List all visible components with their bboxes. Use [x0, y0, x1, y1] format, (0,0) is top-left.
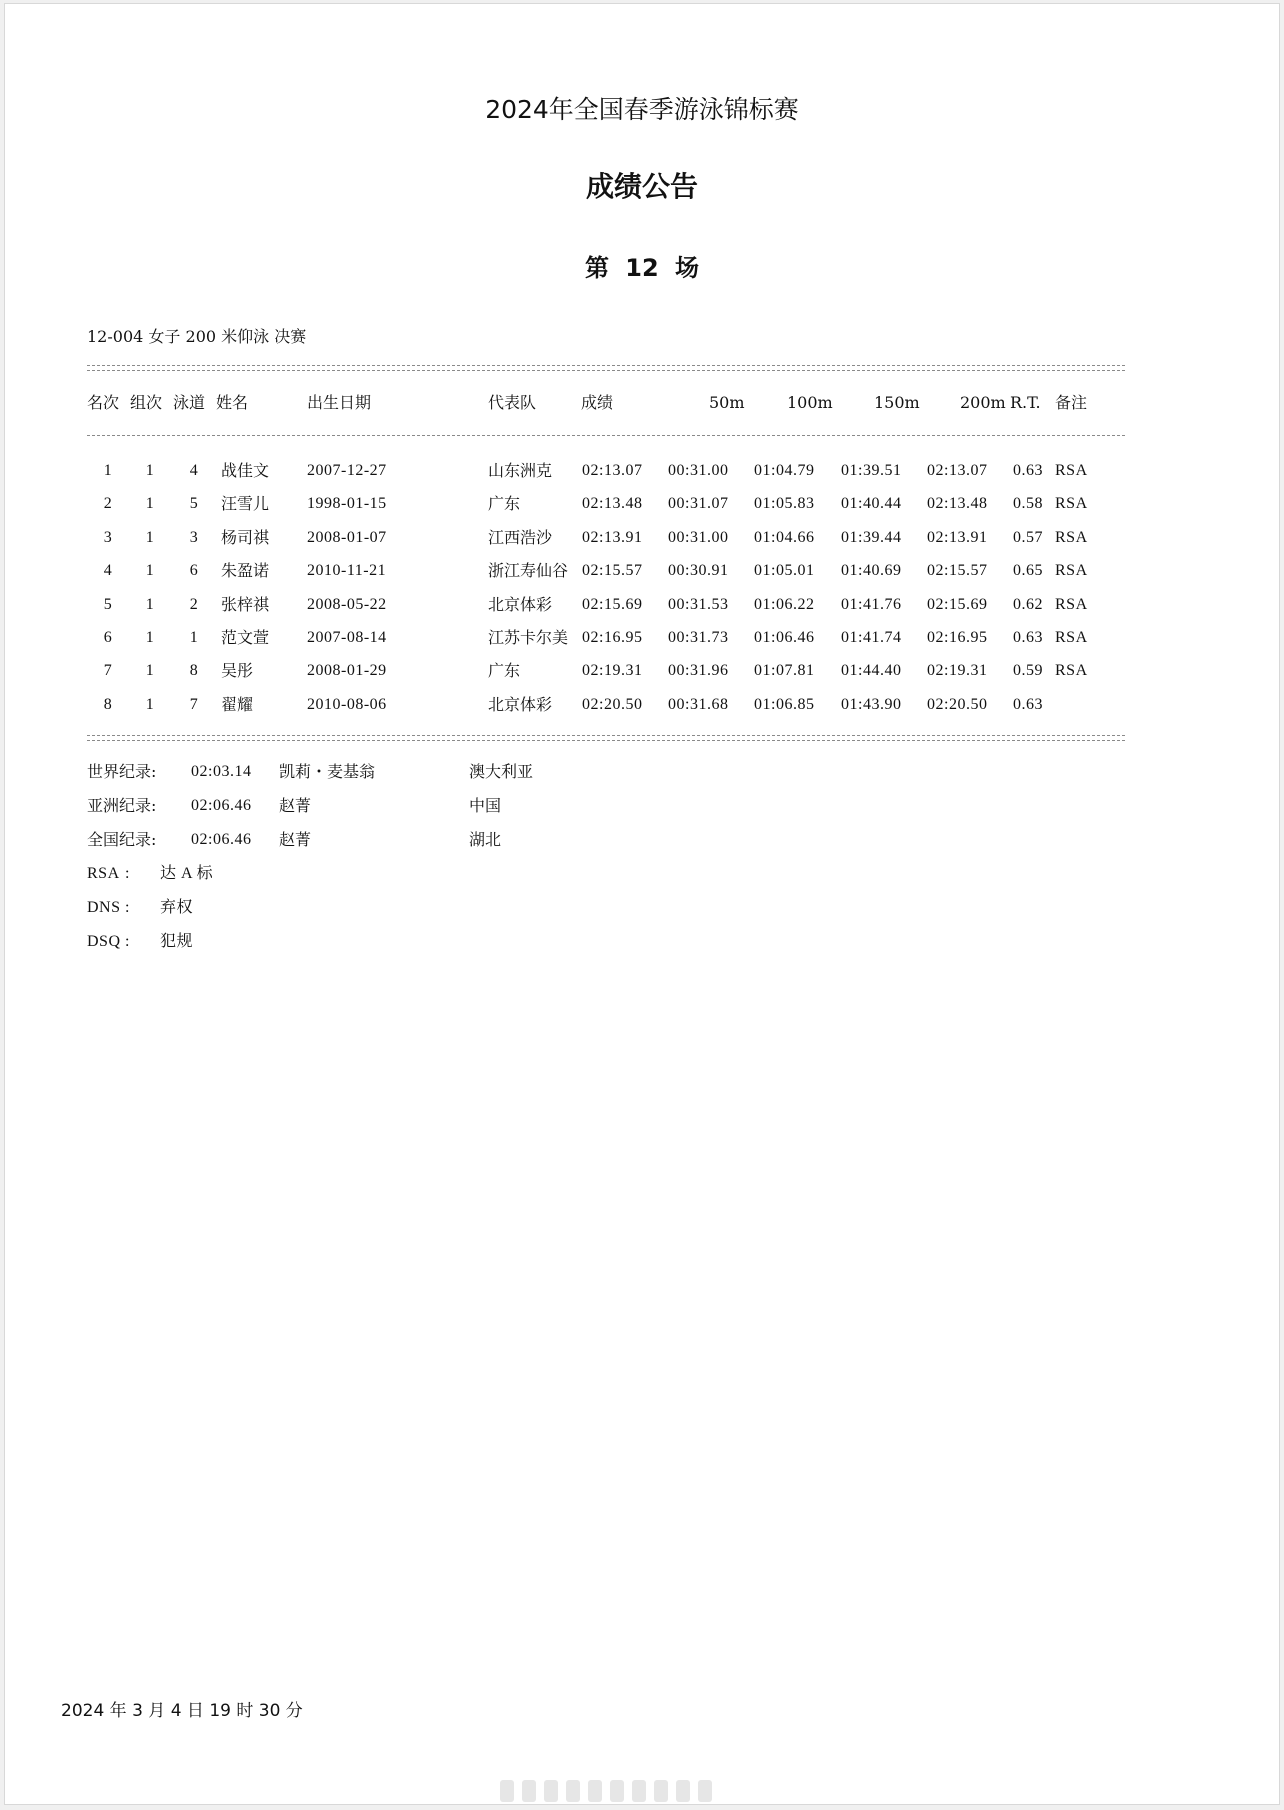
watermark-bar	[522, 1780, 536, 1802]
cell-remark: RSA	[1055, 495, 1088, 513]
watermark-bar	[676, 1780, 690, 1802]
cell-rank: 6	[103, 629, 113, 646]
cell-heat: 1	[145, 462, 155, 479]
results-page	[4, 3, 1280, 1805]
legend-separator: :	[125, 933, 130, 950]
cell-rank: 1	[103, 462, 113, 479]
cell-name: 汪雪儿	[221, 494, 270, 514]
issue-timestamp: 2024 年 3 月 4 日 19 时 30 分	[61, 1701, 303, 1721]
cell-result: 02:20.50	[582, 695, 643, 713]
cell-reaction-time: 0.63	[1013, 462, 1043, 479]
cell-rank: 7	[103, 662, 113, 680]
cell-lane: 5	[189, 495, 199, 513]
cell-result: 02:15.69	[582, 595, 643, 613]
col-header-150m: 150m	[874, 393, 920, 412]
cell-team: 江西浩沙	[488, 527, 553, 547]
legend-code: RSA	[87, 865, 120, 882]
cell-split-100m: 01:06.85	[754, 695, 815, 713]
cell-remark: RSA	[1055, 595, 1088, 613]
cell-rank: 8	[103, 695, 113, 713]
cell-heat: 1	[145, 695, 155, 713]
record-time: 02:06.46	[191, 831, 252, 848]
col-header-birthdate: 出生日期	[307, 393, 372, 412]
cell-remark: RSA	[1055, 629, 1088, 646]
cell-name: 范文萱	[221, 628, 270, 647]
cell-team: 广东	[488, 661, 521, 681]
col-header-lane: 泳道	[173, 393, 206, 412]
record-label: 亚洲纪录:	[87, 796, 157, 815]
cell-split-100m: 01:06.22	[754, 595, 815, 613]
cell-name: 张梓祺	[221, 594, 270, 614]
table-row	[5, 563, 1279, 585]
watermark-bar	[632, 1780, 646, 1802]
cell-name: 战佳文	[221, 461, 270, 480]
bottom-double-rule	[87, 735, 1125, 741]
cell-name: 杨司祺	[221, 527, 270, 547]
cell-split-100m: 01:05.83	[754, 495, 815, 513]
table-row	[5, 594, 1279, 619]
legend-separator: :	[125, 899, 130, 916]
watermark-bar	[654, 1780, 668, 1802]
col-header-200m: 200m	[960, 393, 1006, 412]
record-holder: 凯莉・麦基翁	[279, 762, 376, 781]
cell-heat: 1	[145, 629, 155, 646]
table-row	[5, 694, 1279, 719]
watermark-bar	[610, 1780, 624, 1802]
record-time: 02:03.14	[191, 763, 252, 780]
cell-split-50m: 00:31.53	[668, 595, 729, 613]
cell-remark: RSA	[1055, 562, 1088, 580]
cell-split-200m: 02:16.95	[927, 629, 988, 646]
watermark-bar	[500, 1780, 514, 1802]
watermark-marks	[500, 1780, 712, 1802]
cell-split-50m: 00:30.91	[668, 562, 729, 580]
cell-split-200m: 02:13.48	[927, 495, 988, 513]
cell-split-100m: 01:04.66	[754, 528, 815, 546]
col-header-remarks: 备注	[1055, 393, 1088, 412]
cell-lane: 1	[189, 629, 199, 646]
cell-birthdate: 2008-05-22	[307, 595, 387, 613]
record-label: 世界纪录:	[87, 762, 157, 781]
legend-code: DSQ	[87, 933, 121, 950]
header-rule	[87, 435, 1125, 436]
legend-meaning: 达 A 标	[160, 865, 214, 882]
cell-remark: RSA	[1055, 662, 1088, 680]
cell-reaction-time: 0.63	[1013, 629, 1043, 646]
record-team: 澳大利亚	[469, 762, 534, 781]
watermark-bar	[588, 1780, 602, 1802]
col-header-name: 姓名	[216, 393, 249, 412]
event-name: 200 米仰泳	[185, 327, 270, 346]
record-team: 湖北	[469, 830, 502, 849]
cell-birthdate: 2008-01-29	[307, 662, 387, 680]
cell-split-50m: 00:31.00	[668, 528, 729, 546]
watermark-bar	[698, 1780, 712, 1802]
cell-name: 吴彤	[221, 661, 254, 681]
cell-birthdate: 1998-01-15	[307, 495, 387, 513]
cell-lane: 8	[189, 662, 199, 680]
cell-lane: 4	[189, 462, 199, 479]
table-row	[5, 496, 1279, 518]
cell-split-50m: 00:31.07	[668, 495, 729, 513]
cell-name: 朱盈诺	[221, 561, 270, 581]
col-header-team: 代表队	[488, 393, 537, 412]
table-row	[5, 463, 1279, 485]
watermark-bar	[566, 1780, 580, 1802]
legend-meaning: 犯规	[160, 933, 194, 950]
table-row	[5, 630, 1279, 652]
cell-lane: 6	[189, 562, 199, 580]
cell-team: 北京体彩	[488, 594, 553, 614]
cell-split-50m: 00:31.00	[668, 462, 729, 479]
event-gender: 女子	[148, 327, 181, 346]
col-header-100m: 100m	[787, 393, 833, 412]
cell-birthdate: 2010-08-06	[307, 695, 387, 713]
cell-split-200m: 02:19.31	[927, 662, 988, 680]
session-title: 第 12 场	[584, 254, 700, 282]
cell-split-150m: 01:39.44	[841, 528, 902, 546]
cell-split-150m: 01:39.51	[841, 462, 902, 479]
cell-reaction-time: 0.59	[1013, 662, 1043, 680]
cell-reaction-time: 0.63	[1013, 695, 1043, 713]
cell-reaction-time: 0.62	[1013, 595, 1043, 613]
event-phase: 决赛	[274, 327, 307, 346]
cell-split-100m: 01:05.01	[754, 562, 815, 580]
cell-name: 翟耀	[221, 694, 254, 714]
col-header-result: 成绩	[581, 393, 614, 412]
event-heading	[87, 324, 306, 347]
cell-split-150m: 01:40.44	[841, 495, 902, 513]
col-header-reaction-time: R.T.	[1010, 393, 1041, 412]
cell-result: 02:15.57	[582, 562, 643, 580]
cell-split-150m: 01:43.90	[841, 695, 902, 713]
watermark-bar	[544, 1780, 558, 1802]
cell-split-200m: 02:20.50	[927, 695, 988, 713]
cell-split-50m: 00:31.96	[668, 662, 729, 680]
cell-heat: 1	[145, 562, 155, 580]
cell-split-150m: 01:41.74	[841, 629, 902, 646]
cell-lane: 3	[189, 528, 199, 546]
cell-split-150m: 01:41.76	[841, 595, 902, 613]
cell-split-50m: 00:31.73	[668, 629, 729, 646]
legend-code: DNS	[87, 899, 121, 916]
cell-rank: 5	[103, 595, 113, 613]
cell-split-200m: 02:13.91	[927, 528, 988, 546]
cell-birthdate: 2008-01-07	[307, 528, 387, 546]
cell-split-100m: 01:06.46	[754, 629, 815, 646]
cell-team: 浙江寿仙谷	[488, 561, 569, 581]
cell-remark: RSA	[1055, 528, 1088, 546]
legend-separator: :	[125, 865, 130, 882]
cell-heat: 1	[145, 495, 155, 513]
cell-rank: 2	[103, 495, 113, 513]
record-team: 中国	[469, 796, 502, 815]
col-header-rank: 名次	[87, 393, 120, 412]
competition-title: 2024年全国春季游泳锦标赛	[485, 95, 799, 124]
cell-result: 02:13.91	[582, 528, 643, 546]
record-holder: 赵菁	[279, 830, 312, 849]
record-label: 全国纪录:	[87, 830, 157, 849]
cell-team: 北京体彩	[488, 694, 553, 714]
cell-result: 02:13.07	[582, 462, 643, 479]
cell-birthdate: 2007-12-27	[307, 462, 387, 479]
cell-heat: 1	[145, 662, 155, 680]
cell-team: 山东洲克	[488, 461, 553, 480]
cell-split-200m: 02:15.69	[927, 595, 988, 613]
cell-lane: 7	[189, 695, 199, 713]
col-header-heat: 组次	[130, 393, 163, 412]
cell-reaction-time: 0.65	[1013, 562, 1043, 580]
cell-lane: 2	[189, 595, 199, 613]
cell-split-100m: 01:04.79	[754, 462, 815, 479]
table-row	[5, 663, 1279, 685]
cell-heat: 1	[145, 528, 155, 546]
cell-team: 广东	[488, 494, 521, 514]
cell-reaction-time: 0.58	[1013, 495, 1043, 513]
cell-remark: RSA	[1055, 462, 1088, 479]
col-header-50m: 50m	[709, 393, 745, 412]
legend-meaning: 弃权	[160, 899, 194, 916]
cell-split-100m: 01:07.81	[754, 662, 815, 680]
cell-split-200m: 02:13.07	[927, 462, 988, 479]
cell-result: 02:19.31	[582, 662, 643, 680]
table-row	[5, 527, 1279, 552]
cell-reaction-time: 0.57	[1013, 528, 1043, 546]
event-code: 12-004	[87, 327, 144, 346]
document-title: 成绩公告	[585, 170, 698, 203]
cell-split-50m: 00:31.68	[668, 695, 729, 713]
cell-split-200m: 02:15.57	[927, 562, 988, 580]
cell-birthdate: 2007-08-14	[307, 629, 387, 646]
cell-result: 02:13.48	[582, 495, 643, 513]
cell-team: 江苏卡尔美	[488, 628, 569, 647]
cell-split-150m: 01:44.40	[841, 662, 902, 680]
top-double-rule	[87, 365, 1125, 371]
cell-result: 02:16.95	[582, 629, 643, 646]
record-time: 02:06.46	[191, 797, 252, 814]
cell-rank: 4	[103, 562, 113, 580]
record-holder: 赵菁	[279, 796, 312, 815]
cell-split-150m: 01:40.69	[841, 562, 902, 580]
cell-rank: 3	[103, 528, 113, 546]
cell-heat: 1	[145, 595, 155, 613]
cell-birthdate: 2010-11-21	[307, 562, 387, 580]
